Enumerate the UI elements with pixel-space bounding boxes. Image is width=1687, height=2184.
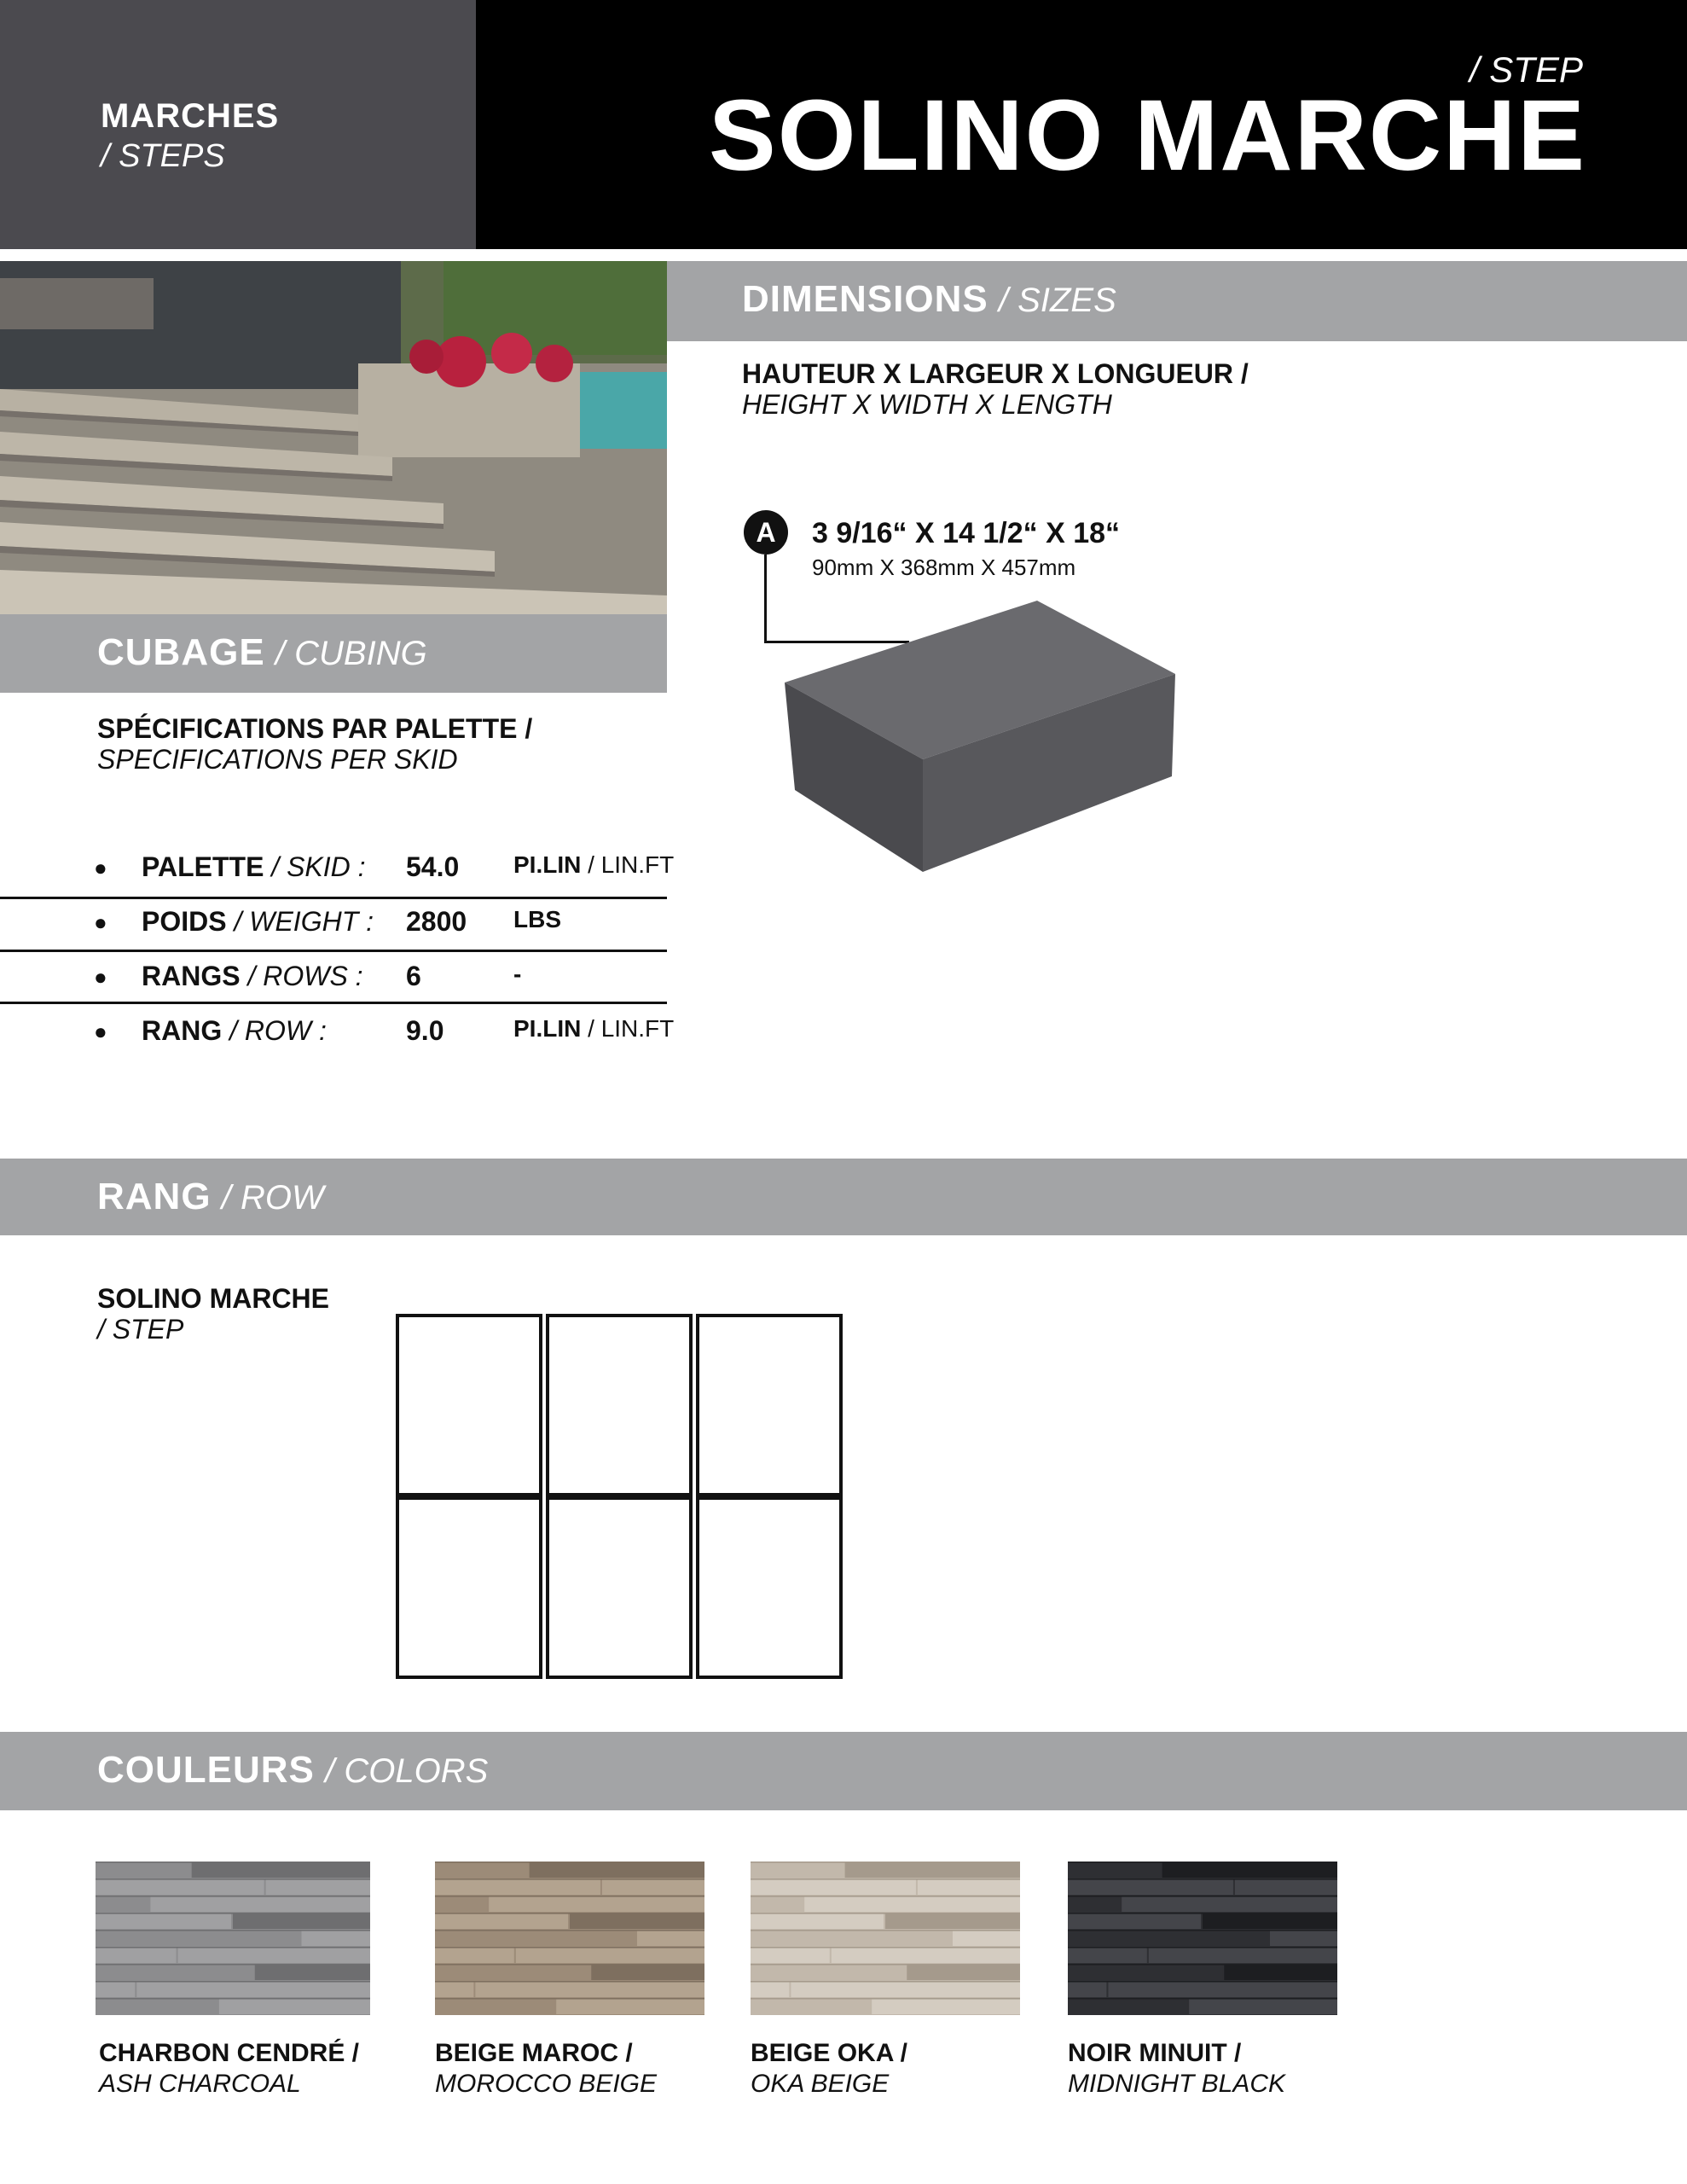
spec-row-unit-sep: / bbox=[581, 851, 601, 878]
spec-row: ● PALETTE / SKID : 54.0 PI.LIN / LIN.FT bbox=[94, 851, 675, 882]
spec-row-label: PALETTE bbox=[142, 851, 264, 882]
spec-label-en: SPECIFICATIONS PER SKID bbox=[97, 744, 458, 775]
color-swatch bbox=[435, 1862, 704, 2015]
colors-heading-en: COLORS bbox=[344, 1752, 489, 1790]
row-product-name: SOLINO MARCHE bbox=[97, 1283, 329, 1314]
dimension-marker: A bbox=[744, 510, 788, 555]
row-section-bar: RANG / ROW bbox=[0, 1159, 1687, 1235]
dimensions-heading: DIMENSIONS bbox=[742, 278, 988, 320]
spec-label: SPÉCIFICATIONS PAR PALETTE / bbox=[97, 713, 533, 744]
product-photo bbox=[0, 261, 667, 614]
paver-block-image bbox=[781, 597, 1182, 879]
spec-row-label-en: WEIGHT bbox=[249, 906, 359, 937]
row-product-subname: / STEP bbox=[97, 1314, 184, 1345]
spec-row: ● POIDS / WEIGHT : 2800 LBS bbox=[94, 906, 561, 937]
color-swatch bbox=[96, 1862, 370, 2015]
color-name-en: ASH CHARCOAL bbox=[99, 2070, 301, 2098]
spec-row: ● RANG / ROW : 9.0 PI.LIN / LIN.FT bbox=[94, 1015, 675, 1046]
category-title: MARCHES bbox=[101, 97, 280, 135]
color-name: BEIGE MAROC / bbox=[435, 2039, 633, 2067]
row-layout-cell bbox=[696, 1314, 843, 1496]
spec-row-unit: PI.LIN bbox=[513, 851, 582, 878]
spec-row: ● RANGS / ROWS : 6 - bbox=[94, 961, 522, 991]
spec-row-unit-sep: / bbox=[581, 1015, 601, 1042]
color-name: CHARBON CENDRÉ / bbox=[99, 2039, 360, 2067]
spec-row-value: 9.0 bbox=[406, 1015, 444, 1046]
color-swatch bbox=[1068, 1862, 1337, 2015]
cubing-heading: CUBAGE bbox=[97, 631, 265, 673]
row-layout-cell bbox=[696, 1496, 843, 1679]
colors-heading: COULEURS bbox=[97, 1749, 315, 1791]
size-imperial: 3 9/16“ X 14 1/2“ X 18“ bbox=[812, 517, 1121, 549]
colors-section-bar: COULEURS / COLORS bbox=[0, 1732, 1687, 1810]
spec-row-label: POIDS bbox=[142, 906, 227, 937]
spec-row-unit: LBS bbox=[513, 906, 561, 932]
dimensions-label-en: HEIGHT X WIDTH X LENGTH bbox=[742, 389, 1112, 420]
color-name-en: OKA BEIGE bbox=[751, 2070, 890, 2098]
row-layout-cell bbox=[546, 1314, 693, 1496]
dimensions-heading-en: SIZES bbox=[1017, 282, 1116, 319]
spec-row-label: RANGS bbox=[142, 961, 241, 991]
spec-row-label: RANG bbox=[142, 1015, 223, 1046]
dimensions-section-bar: DIMENSIONS / SIZES bbox=[667, 261, 1687, 341]
spec-row-label-en: ROWS bbox=[263, 961, 348, 991]
spec-row-label-en: SKID bbox=[287, 851, 351, 882]
row-layout-cell bbox=[396, 1496, 542, 1679]
spec-row-label-en: ROW bbox=[244, 1015, 312, 1046]
leader-line-vertical bbox=[764, 555, 767, 643]
cubing-section-bar: CUBAGE / CUBING bbox=[0, 614, 667, 693]
spec-divider bbox=[0, 1002, 667, 1004]
color-name: NOIR MINUIT / bbox=[1068, 2039, 1242, 2067]
category-subtitle: / STEPS bbox=[101, 138, 225, 174]
row-heading-en: ROW bbox=[241, 1179, 324, 1217]
color-name-en: MOROCCO BEIGE bbox=[435, 2070, 658, 2098]
color-swatch bbox=[751, 1862, 1020, 2015]
spec-row-unit: - bbox=[513, 961, 522, 987]
row-heading: RANG bbox=[97, 1176, 212, 1217]
spec-row-value: 6 bbox=[406, 961, 421, 991]
size-metric: 90mm X 368mm X 457mm bbox=[812, 555, 1076, 580]
color-name-en: MIDNIGHT BLACK bbox=[1068, 2070, 1286, 2098]
spec-row-unit-en: LIN.FT bbox=[600, 1015, 675, 1042]
spec-row-unit-en: LIN.FT bbox=[600, 851, 675, 878]
row-layout-cell bbox=[546, 1496, 693, 1679]
spec-row-unit: PI.LIN bbox=[513, 1015, 582, 1042]
row-layout-cell bbox=[396, 1314, 542, 1496]
color-name: BEIGE OKA / bbox=[751, 2039, 907, 2067]
dimensions-label: HAUTEUR X LARGEUR X LONGUEUR / bbox=[742, 358, 1249, 389]
product-subtitle: / STEP bbox=[1469, 49, 1583, 90]
product-title: SOLINO MARCHE bbox=[709, 79, 1586, 192]
spec-row-value: 2800 bbox=[406, 906, 467, 937]
spec-row-value: 54.0 bbox=[406, 851, 460, 882]
cubing-heading-en: CUBING bbox=[294, 635, 427, 672]
